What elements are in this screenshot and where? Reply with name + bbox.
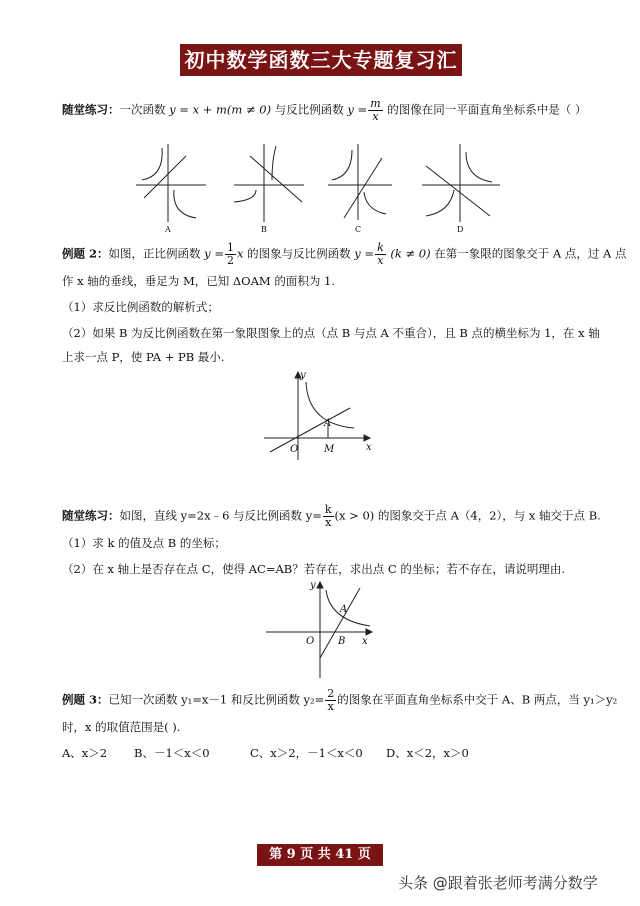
practice-1-text-a: 一次函数 (119, 102, 166, 117)
example-2-question-2a: （2）如果 B 为反比例函数在第一象限图象上的点（点 B 与点 A 不重合），且 B 点的横坐标为 1，在 x 轴 (62, 326, 600, 340)
fig2-label-y: y (300, 370, 306, 381)
practice-2-line-1 (62, 504, 601, 529)
fig2-label-a: A (324, 418, 332, 429)
option-graph-c (328, 144, 392, 220)
fraction-numerator: k (324, 503, 332, 516)
fraction-denominator: x (377, 254, 384, 267)
example-3-text-a: 已知一次函数 y₁=x－1 和反比例函数 y₂= (108, 692, 325, 707)
example-2-fraction-k (375, 242, 386, 267)
line-y-2x-6 (320, 588, 360, 658)
watermark: 头条 @跟着张老师考满分数学 (398, 874, 598, 892)
option-graph-d (422, 144, 500, 222)
fig3-label-o: O (306, 636, 315, 647)
example-3-choice-c: C、x＞2，－1＜x＜0 (250, 746, 363, 760)
fraction-numerator: k (377, 241, 384, 254)
practice-1-fraction (368, 98, 382, 123)
example-2-text-c: 在第一象限的图象交于 A 点，过 A 点 (434, 246, 627, 261)
example-2-condition: (k ≠ 0) (390, 246, 431, 261)
example-2-figure (260, 368, 380, 464)
example-3-choice-d: D、x＜2，x＞0 (386, 746, 469, 760)
example-2-eq2-lhs: y = (354, 246, 375, 261)
fig3-label-x: x (362, 636, 368, 647)
option-label-a: A (165, 225, 171, 234)
fig3-label-y: y (310, 580, 316, 591)
fig2-label-m: M (324, 444, 335, 455)
option-graph-b (234, 144, 304, 222)
y-axis-arrow (317, 582, 323, 588)
example-3-text-b: 的图象在平面直角坐标系中交于 A、B 两点，当 y₁＞y₂ (337, 692, 618, 707)
fig2-label-o: O (290, 444, 299, 455)
practice-2-text-b: 的图象交于点 A（4，2），与 x 轴交于点 B. (377, 508, 601, 523)
practice-1-label: 随堂练习： (62, 102, 120, 117)
practice-1-eq-linear: y = x + m(m ≠ 0) (169, 102, 272, 117)
fraction-denominator: x (325, 516, 332, 529)
practice-1-text-b: 与反比例函数 (274, 102, 344, 117)
example-2-eq-lhs: y = (204, 246, 224, 261)
practice-2-text-a: 如图，直线 y=2x﹣6 与反比例函数 y= (119, 508, 322, 523)
practice-1-eq-lhs: y = (347, 102, 368, 117)
page-number: 第 9 页 共 41 页 (257, 844, 383, 866)
example-3-line-2: 时，x 的取值范围是( ). (62, 720, 181, 734)
practice-2-fraction (323, 504, 334, 529)
example-2-x: x (236, 246, 244, 261)
fig3-label-b: B (338, 636, 346, 647)
practice-2-label: 随堂练习： (62, 508, 120, 523)
fraction-denominator: 2 (226, 254, 234, 267)
example-2-line-2: 作 x 轴的垂线，垂足为 M，已知 ΔOAM 的面积为 1. (62, 274, 335, 288)
practice-2-condition: (x > 0) (334, 508, 375, 523)
fraction-numerator: 2 (327, 687, 335, 700)
practice-1-text-c: 的图像在同一平面直角坐标系中是（ ） (387, 102, 587, 117)
practice-2-question-2: （2）在 x 轴上是否存在点 C，使得 AC=AB？若存在，求出点 C 的坐标；若不存在，请说明理由. (62, 562, 565, 576)
option-label-c: C (355, 225, 362, 234)
example-2-text-a: 如图，正比例函数 (108, 246, 201, 261)
practice-2-figure (262, 576, 382, 680)
fraction-denominator: x (327, 700, 334, 713)
example-3-fraction (325, 688, 336, 713)
example-2-text-b: 的图象与反比例函数 (247, 246, 351, 261)
example-2-question-1: （1）求反比例函数的解析式； (62, 300, 219, 314)
option-graphs (130, 140, 510, 235)
example-3-label: 例题 3： (62, 692, 109, 707)
example-3-line-1 (62, 688, 617, 713)
x-axis-arrow (366, 629, 372, 635)
option-graph-a (136, 144, 206, 222)
option-label-d: D (457, 225, 464, 234)
fraction-numerator: 1 (226, 241, 234, 254)
example-2-question-2b: 上求一点 P，使 PA + PB 最小. (62, 350, 225, 364)
example-3-choice-b: B、－1＜x＜0 (134, 746, 210, 760)
option-label-b: B (261, 225, 267, 234)
example-2-fraction-half (225, 242, 236, 267)
x-axis-arrow (364, 435, 370, 441)
example-3-choice-a: A、x＞2 (62, 746, 108, 760)
example-2-label: 例题 2： (62, 246, 109, 261)
fraction-numerator: m (370, 97, 381, 110)
line-y-half-x (270, 408, 350, 452)
fig3-label-a: A (340, 604, 348, 615)
practice-2-question-1: （1）求 k 的值及点 B 的坐标； (62, 536, 226, 550)
page-title-banner: 初中数学函数三大专题复习汇总 (180, 44, 462, 76)
example-2-line-1 (62, 242, 627, 267)
practice-1-question (62, 98, 586, 123)
fraction-denominator: x (372, 110, 379, 123)
fig2-label-x: x (366, 442, 372, 453)
